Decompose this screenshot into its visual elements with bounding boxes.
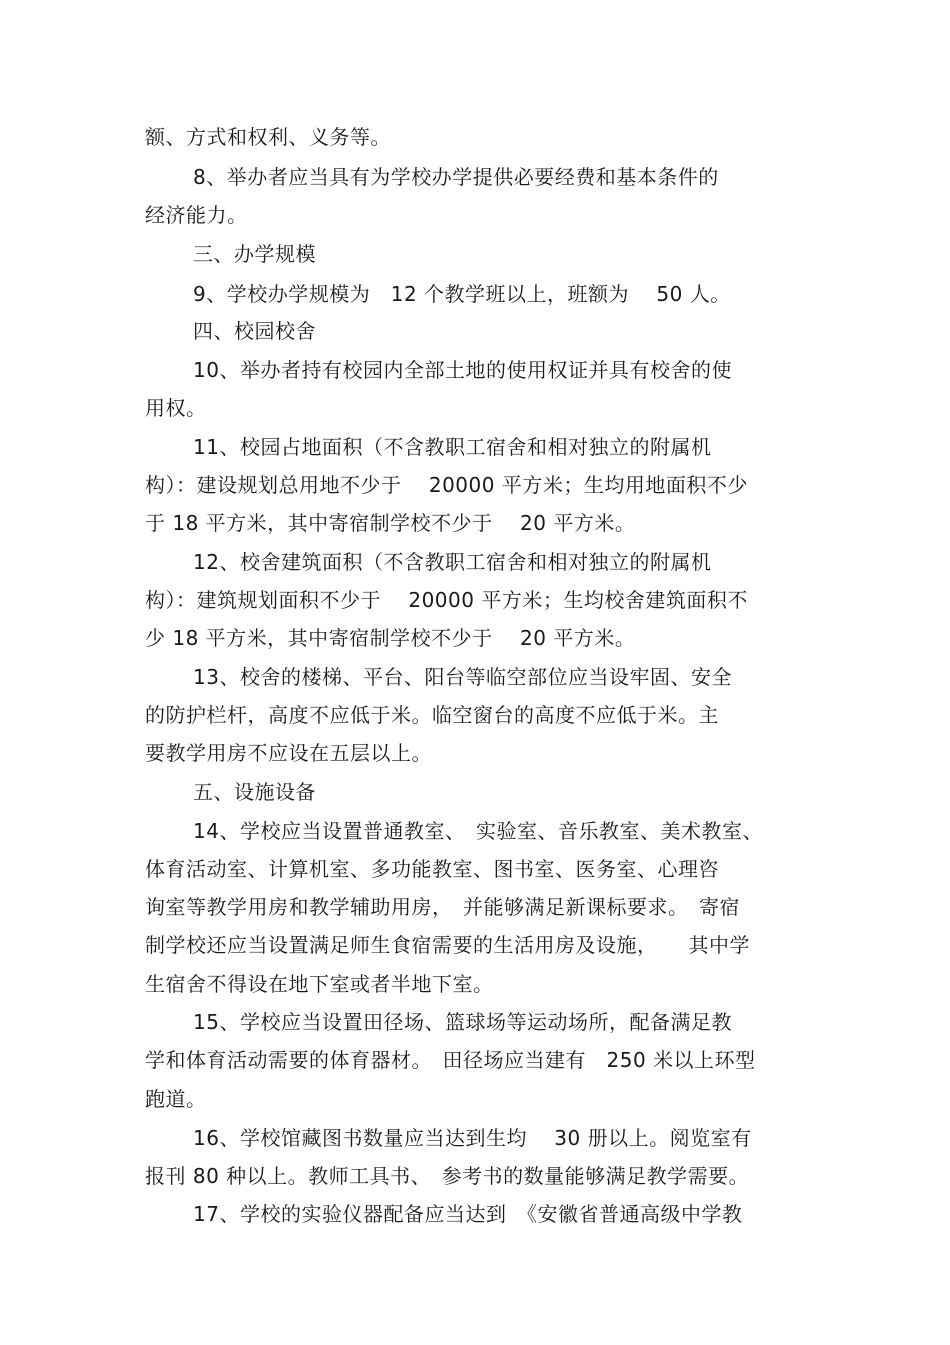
text-line: 跑道。 (145, 1087, 207, 1111)
text-line: 10、举办者持有校园内全部土地的使用权证并具有校舍的使 (193, 358, 732, 382)
text-line: 15、学校应当设置田径场、篮球场等运动场所，配备满足教 (193, 1010, 732, 1034)
text-line: 生宿舍不得设在地下室或者半地下室。 (145, 972, 494, 996)
section-heading: 五、设施设备 (193, 780, 316, 804)
text-line: 的防护栏杆，高度不应低于米。临空窗台的高度不应低于米。主 (145, 703, 719, 727)
text-line: 报刊 80 种以上。教师工具书、 参考书的数量能够满足教学需要。 (145, 1164, 750, 1188)
text-line: 构）：建设规划总用地不少于 20000 平方米；生均用地面积不少 (145, 473, 748, 497)
text-line: 询室等教学用房和教学辅助用房， 并能够满足新课标要求。 寄宿 (145, 895, 740, 919)
section-heading: 三、办学规模 (193, 242, 316, 266)
text-line: 14、学校应当设置普通教室、 实验室、音乐教室、美术教室、 (193, 819, 763, 843)
text-line: 体育活动室、计算机室、多功能教室、图书室、医务室、心理咨 (145, 857, 719, 881)
text-line: 12、校舍建筑面积（不含教职工宿舍和相对独立的附属机 (193, 550, 712, 574)
text-line: 于 18 平方米，其中寄宿制学校不少于 20 平方米。 (145, 511, 636, 535)
text-line: 用权。 (145, 396, 207, 420)
text-line: 16、学校馆藏图书数量应当达到生均 30 册以上。阅览室有 (193, 1126, 752, 1150)
text-line: 少 18 平方米，其中寄宿制学校不少于 20 平方米。 (145, 626, 636, 650)
text-line: 11、校园占地面积（不含教职工宿舍和相对独立的附属机 (193, 435, 712, 459)
text-line: 13、校舍的楼梯、平台、阳台等临空部位应当设牢固、安全 (193, 665, 732, 689)
text-line: 学和体育活动需要的体育器材。 田径场应当建有 250 米以上环型 (145, 1048, 756, 1072)
text-line: 额、方式和权利、义务等。 (145, 125, 391, 149)
section-heading: 四、校园校舍 (193, 319, 316, 343)
text-line: 制学校还应当设置满足师生食宿需要的生活用房及设施， 其中学 (145, 933, 750, 957)
text-line: 8、举办者应当具有为学校办学提供必要经费和基本条件的 (193, 165, 719, 189)
text-line: 17、学校的实验仪器配备应当达到 《安徽省普通高级中学教 (193, 1202, 743, 1226)
text-line: 经济能力。 (145, 203, 248, 227)
text-line: 9、学校办学规模为 12 个教学班以上，班额为 50 人。 (193, 282, 731, 306)
text-line: 构）：建筑规划面积不少于 20000 平方米；生均校舍建筑面积不 (145, 588, 748, 612)
text-line: 要教学用房不应设在五层以上。 (145, 741, 432, 765)
